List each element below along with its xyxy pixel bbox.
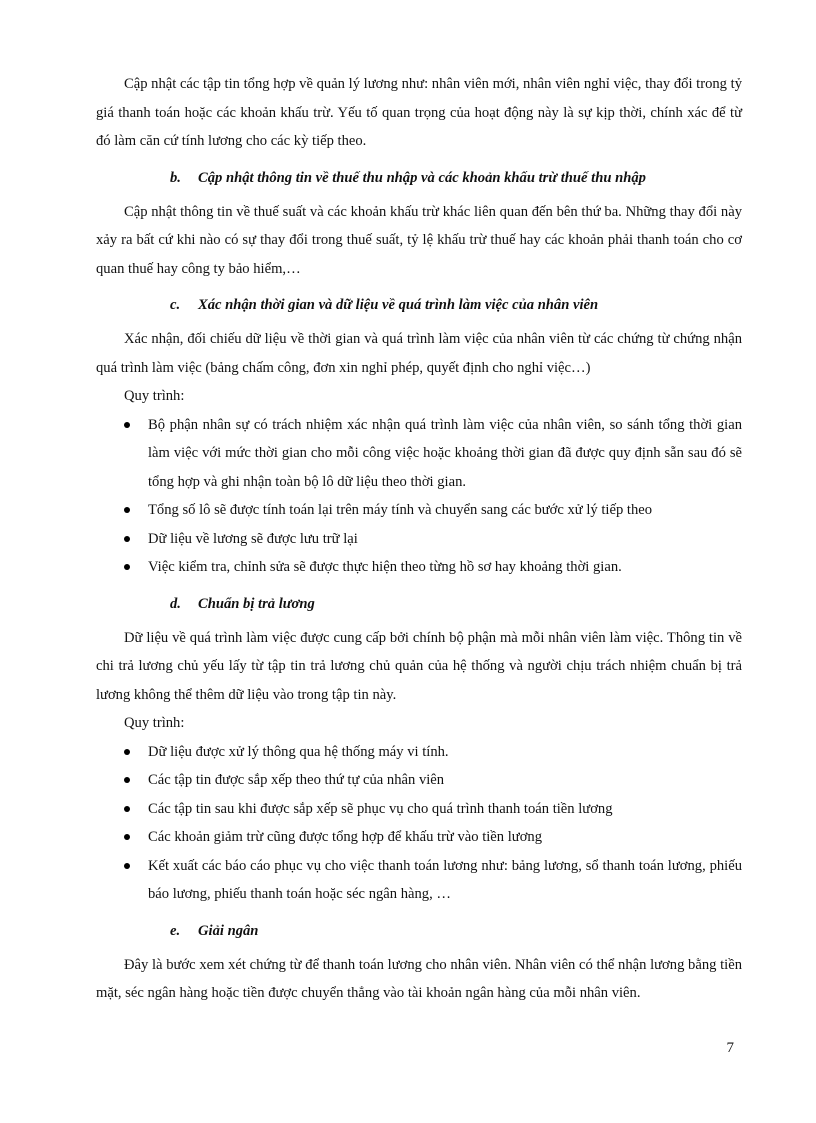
section-d-title: Chuẩn bị trả lương [198,595,315,612]
section-e-paragraph: Đây là bước xem xét chứng từ để thanh toán lương cho nhân viên. Nhân viên có thể nhận lương bằng tiền mặt, séc ngân hàng hoặc tiền được chuyển thẳng vào tài khoản ngân hàng của mỗi nhân viên. [96,956,742,1001]
list-item: Dữ liệu được xử lý thông qua hệ thống máy vi tính. [96,738,742,767]
section-e-title: Giải ngân [198,922,259,939]
list-item: Việc kiểm tra, chỉnh sửa sẽ được thực hiện theo từng hồ sơ hay khoảng thời gian. [96,553,742,582]
section-e-heading [96,921,742,941]
bullet-dot-icon [124,422,130,428]
document-page [96,70,742,1008]
section-d-paragraph: Dữ liệu về quá trình làm việc được cung cấp bởi chính bộ phận mà mỗi nhân viên làm việc. Thông tin về chi trả lương chủ yếu lấy từ tập tin trả lương chủ quản của hệ thống và người chịu trách nhiệm chuẩn bị trả lương không thể thêm dữ liệu vào trong tập tin này. [96,629,742,703]
list-item: Các tập tin được sắp xếp theo thứ tự của nhân viên [96,766,742,795]
section-d-process-label: Quy trình: [124,715,185,731]
section-d-bullet-list [96,738,742,909]
section-b-heading [96,168,742,188]
bullet-dot-icon [124,806,130,812]
list-item: Tổng số lô sẽ được tính toán lại trên máy tính và chuyển sang các bước xử lý tiếp theo [96,496,742,525]
section-c-heading [96,295,742,315]
list-item: Kết xuất các báo cáo phục vụ cho việc thanh toán lương như: bảng lương, sổ thanh toán lương, phiếu báo lương, phiếu thanh toán hoặc séc ngân hàng, … [96,852,742,909]
section-c-paragraph: Xác nhận, đối chiếu dữ liệu về thời gian và quá trình làm việc của nhân viên từ các chứng từ chứng nhận quá trình làm việc (bảng chấm công, đơn xin nghỉ phép, quyết định cho nghỉ việc…) [96,331,742,376]
intro-paragraph: Cập nhật các tập tin tổng hợp về quản lý lương như: nhân viên mới, nhân viên nghỉ việc, thay đổi trong tỷ giá thanh toán hoặc các khoản khấu trừ. Yếu tố quan trọng của hoạt động này là sự kịp thời, chính xác để từ đó làm căn cứ tính lương cho các kỳ tiếp theo. [96,76,742,149]
section-b-paragraph: Cập nhật thông tin về thuế suất và các khoản khấu trừ khác liên quan đến bên thứ ba. Những thay đổi này xảy ra bất cứ khi nào có sự thay đổi trong thuế suất, tỷ lệ khấu trừ thuế hay các khoản phải thanh toán cho cơ quan thuế hay công ty bảo hiểm,… [96,203,742,277]
section-d-letter: d. [170,595,181,612]
section-e-letter: e. [170,922,181,939]
bullet-dot-icon [124,564,130,570]
bullet-dot-icon [124,834,130,840]
list-item: Dữ liệu về lương sẽ được lưu trữ lại [96,525,742,554]
list-item: Các tập tin sau khi được sắp xếp sẽ phục vụ cho quá trình thanh toán tiền lương [96,795,742,824]
section-c-process-label: Quy trình: [124,388,185,404]
section-b-title: Cập nhật thông tin về thuế thu nhập và các khoản khấu trừ thuế thu nhập [198,169,646,186]
list-item: Các khoản giảm trừ cũng được tổng hợp để khấu trừ vào tiền lương [96,823,742,852]
section-b-letter: b. [170,169,181,186]
list-item: Bộ phận nhân sự có trách nhiệm xác nhận quá trình làm việc của nhân viên, so sánh tổng thời gian làm việc với mức thời gian cho mỗi công việc hoặc khoảng thời gian đã được quy định sẵn sau đó sẽ tổng hợp và ghi nhận toàn bộ lô dữ liệu theo thời gian. [96,411,742,497]
section-c-letter: c. [170,297,181,313]
bullet-dot-icon [124,863,130,869]
bullet-dot-icon [124,749,130,755]
bullet-dot-icon [124,536,130,542]
bullet-dot-icon [124,777,130,783]
page-number: 7 [726,1040,734,1056]
bullet-dot-icon [124,507,130,513]
section-d-heading [96,594,742,614]
section-c-bullet-list [96,411,742,582]
section-c-title: Xác nhận thời gian và dữ liệu về quá trình làm việc của nhân viên [198,297,599,313]
